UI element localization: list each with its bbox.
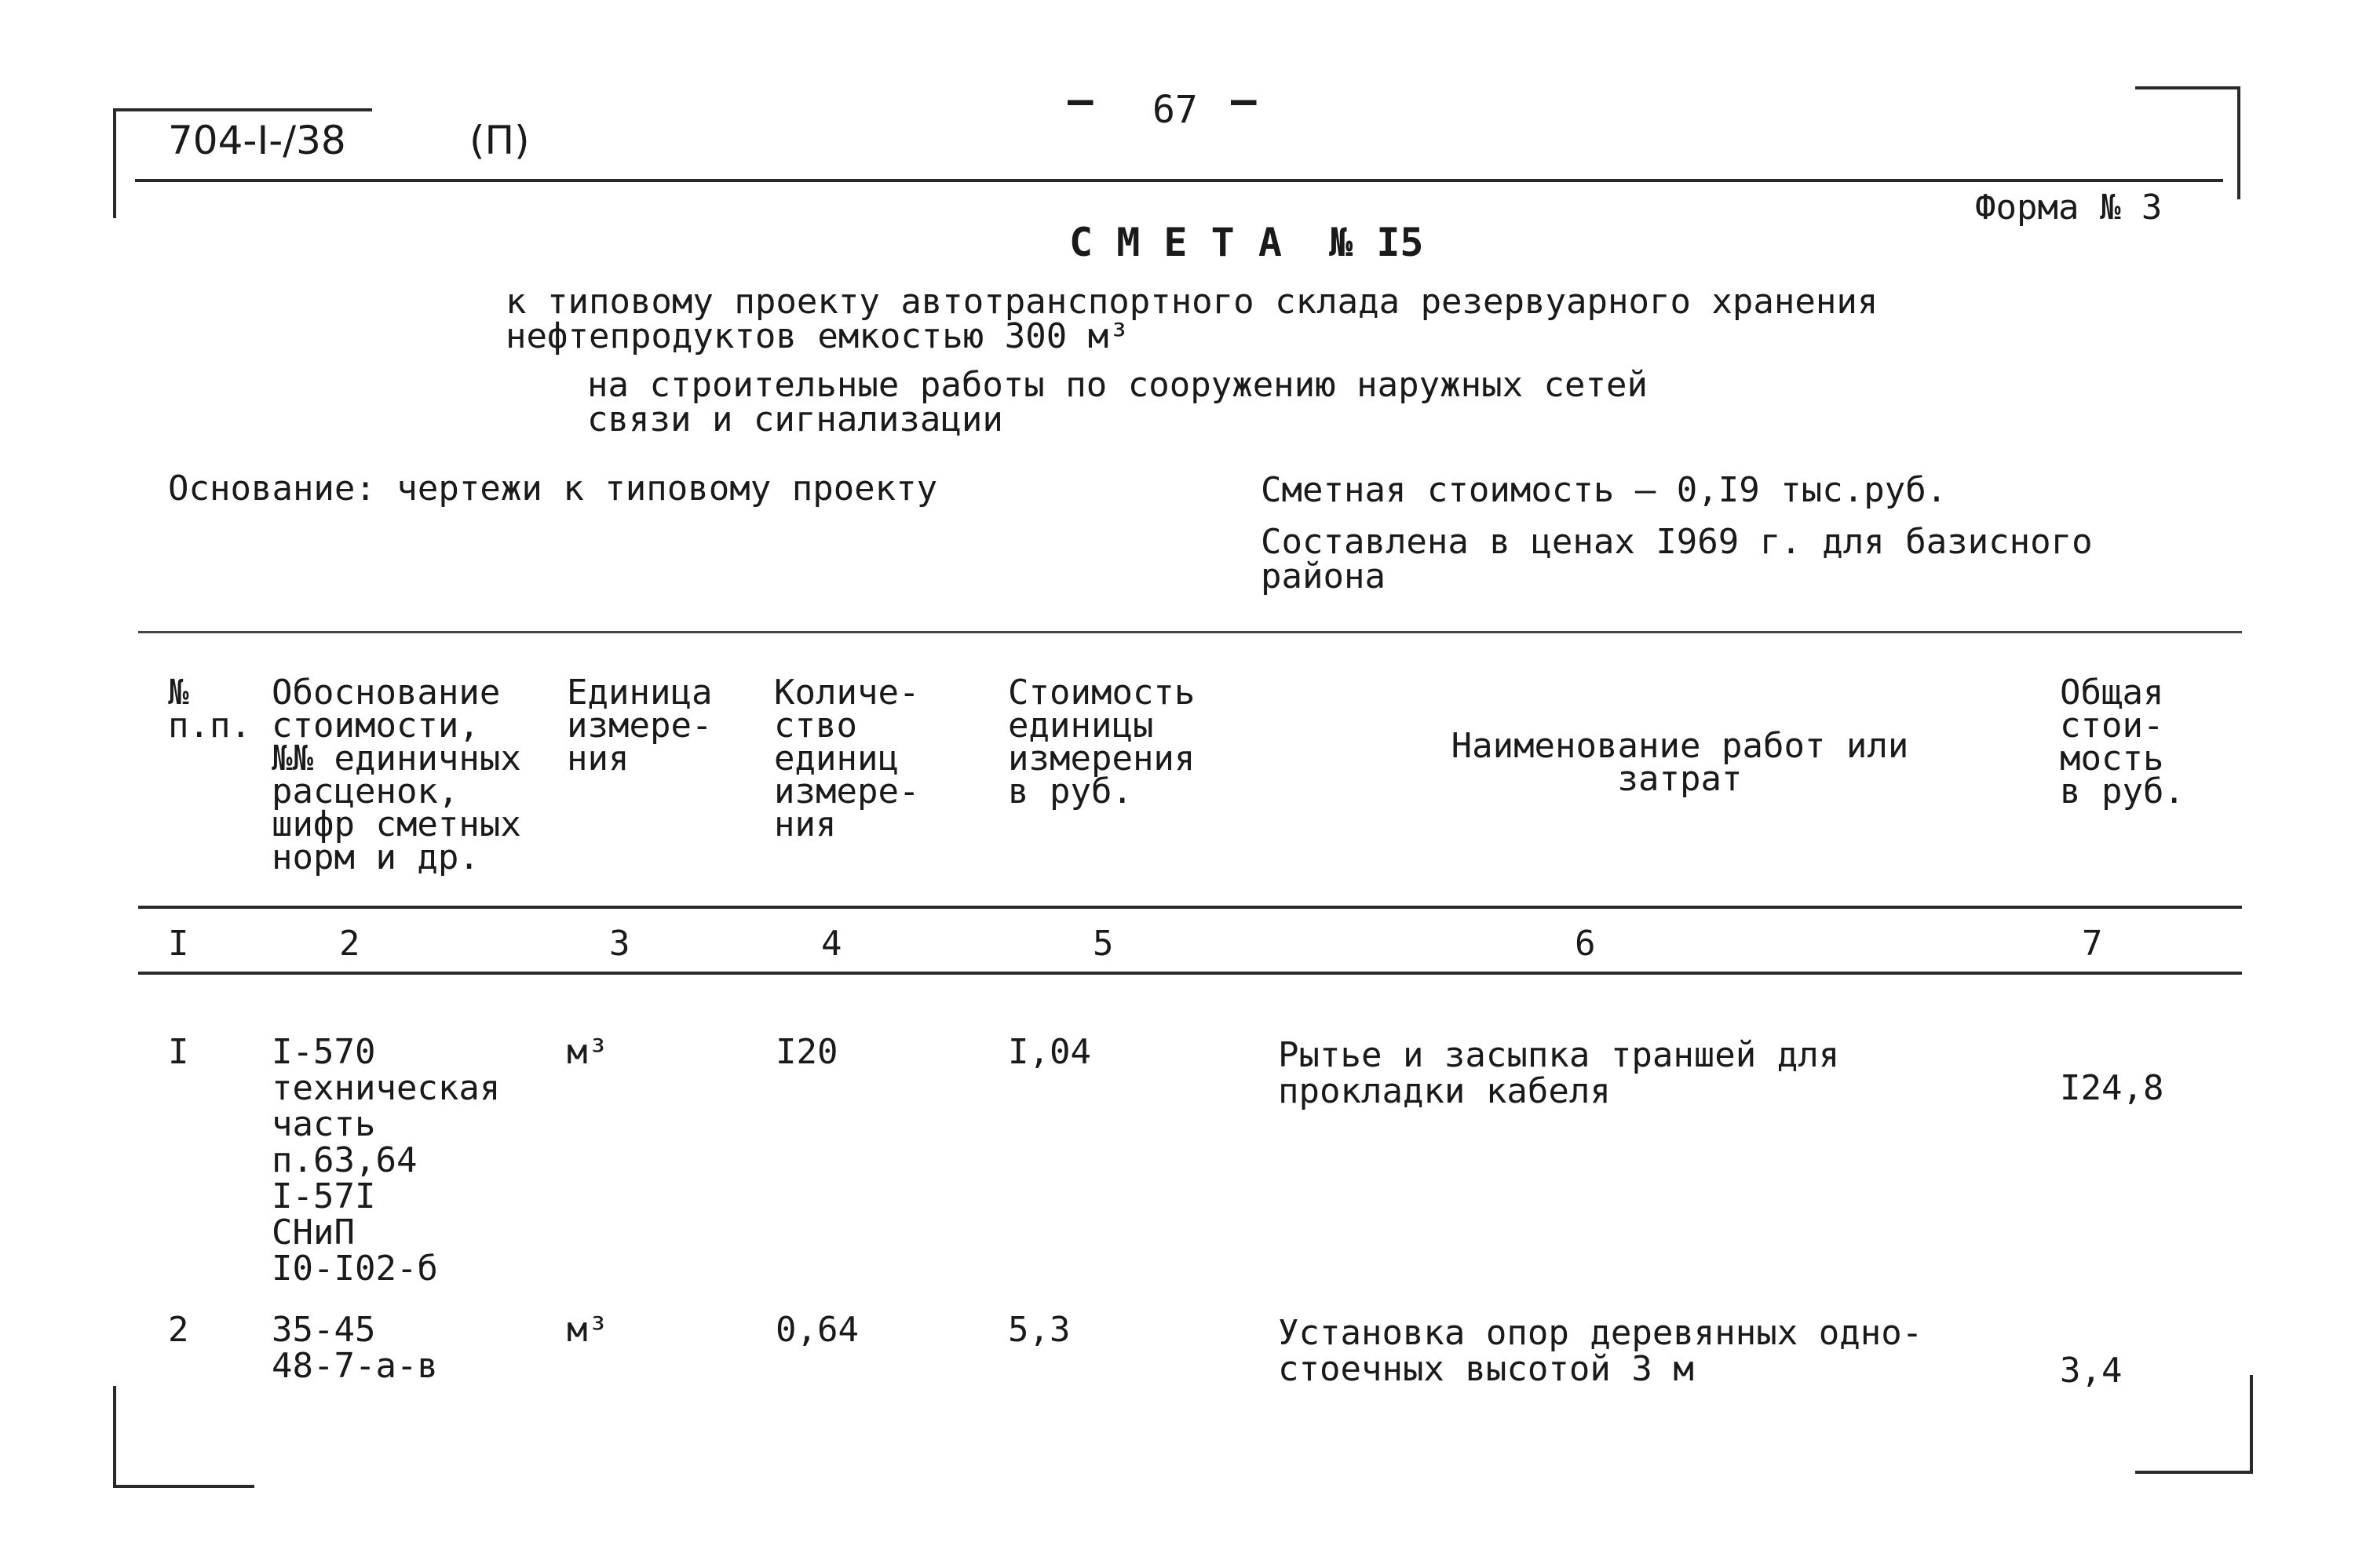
row2-total: 3,4 (2060, 1351, 2123, 1391)
row1-total: I24,8 (2060, 1068, 2164, 1108)
row1-unit: м³ (567, 1032, 608, 1072)
doc-part: (П) (469, 118, 530, 163)
purpose-line-1: на строительные работы по сооружению наружных сетей (587, 365, 1648, 405)
header-col-basis: Обоснование стоимости, №№ единичных расценок, шифр сметных норм и др. (272, 673, 521, 877)
header-col-no: № п.п. (168, 673, 251, 746)
header-col-qty: Количе- ство единиц измере- ния (774, 673, 920, 844)
page-title: С М Е Т А № I5 (1069, 220, 1424, 265)
row2-basis: 35-45 48-7-а-в (272, 1310, 438, 1386)
row2-qty: 0,64 (776, 1310, 859, 1350)
row1-name: Рытье и засыпка траншей для прокладки кабеля (1278, 1035, 1840, 1111)
row1-no: I (168, 1032, 189, 1072)
prices-line-1: Составлена в ценах I969 г. для базисного (1261, 522, 2093, 562)
row2-unit: м³ (567, 1310, 608, 1350)
colnum-1: I (168, 924, 189, 964)
header-col-unit-cost: Стоимость единицы измерения в руб. (1008, 673, 1196, 811)
header-col-total: Общая стои- мость в руб. (2060, 673, 2185, 811)
colnum-6: 6 (1575, 924, 1596, 964)
page-number: 67 (1152, 88, 1198, 132)
table-header-rule (138, 906, 2242, 909)
colnum-4: 4 (821, 924, 842, 964)
frame-left-top (113, 108, 116, 218)
colnum-2: 2 (339, 924, 360, 964)
table-colnum-rule (138, 972, 2242, 975)
header-col-unit: Единица измере- ния (567, 673, 713, 779)
row1-qty: I20 (776, 1032, 838, 1072)
page-number-dash-left: — (1068, 75, 1094, 125)
frame-bottom-left (113, 1485, 254, 1488)
form-label: Форма № 3 (1975, 188, 2163, 228)
frame-right-top (2237, 86, 2240, 199)
table-top-rule (138, 631, 2242, 633)
row2-no: 2 (168, 1310, 189, 1350)
prices-line-2: района (1261, 556, 1386, 596)
subtitle-line-2: нефтепродуктов емкостью 300 м³ (506, 316, 1130, 356)
subtitle-line-1: к типовому проекту автотранспортного склада резервуарного хранения (506, 282, 1879, 322)
header-rule (135, 179, 2223, 182)
row1-basis: I-570 техническая часть п.63,64 I-57I СНиП I0-I02-б (272, 1032, 501, 1289)
doc-code: 704-I-/38 (168, 118, 346, 163)
row2-name: Установка опор деревянных одно- стоечных высотой 3 м (1278, 1313, 1923, 1389)
basis-text: Основание: чертежи к типовому проекту (168, 469, 938, 509)
page-number-dash-right: — (1231, 75, 1257, 125)
estimated-cost: Сметная стоимость – 0,I9 тыс.руб. (1261, 470, 1948, 510)
colnum-5: 5 (1093, 924, 1114, 964)
row1-unit-cost: I,04 (1008, 1032, 1091, 1072)
frame-top-right (2135, 86, 2237, 89)
colnum-3: 3 (609, 924, 630, 964)
row2-unit-cost: 5,3 (1008, 1310, 1071, 1350)
frame-top-left (113, 108, 372, 111)
frame-right-bottom (2250, 1375, 2253, 1474)
frame-left-bottom (113, 1386, 116, 1486)
colnum-7: 7 (2082, 924, 2103, 964)
header-col-name: Наименование работ или затрат (1451, 726, 1909, 799)
purpose-line-2: связи и сигнализации (587, 399, 1003, 439)
frame-bottom-right (2135, 1471, 2253, 1474)
